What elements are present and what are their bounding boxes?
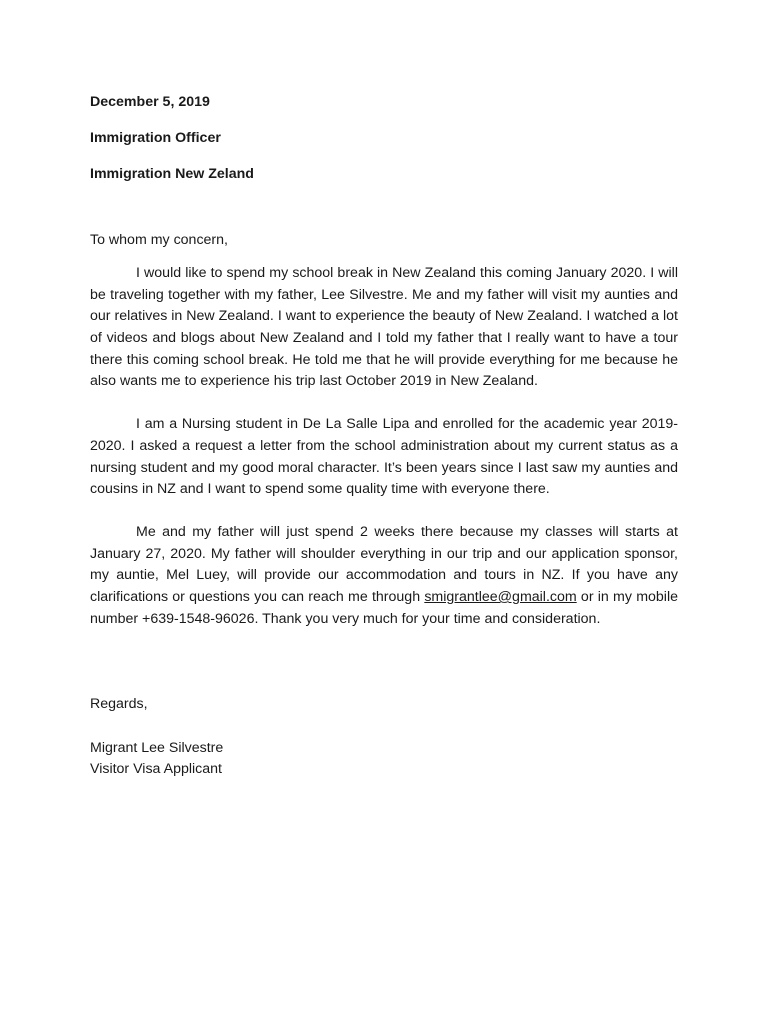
body-paragraph-3 (90, 522, 678, 630)
recipient-title: Immigration Officer (90, 129, 221, 146)
signer-title: Visitor Visa Applicant (90, 761, 222, 778)
paragraph-3-text-before-email: Me and my father will just spend 2 weeks there because my classes will starts at January 27, 2020. My father will shoulder everything in our trip and our application sponsor, my auntie, Mel Luey, will provide our accommodation and tours in NZ. If you have any clarifications or questions you can reach me through (90, 524, 678, 606)
closing: Regards, (90, 696, 148, 713)
paragraph-3-text-after-email: or in my mobile number +639-1548-96026. Thank you very much for your time and consideration. (90, 589, 678, 627)
recipient-organization: Immigration New Zeland (90, 165, 254, 182)
body-paragraph-2: I am a Nursing student in De La Salle Lipa and enrolled for the academic year 2019-2020. I asked a request a letter from the school administration about my current status as a nursing student and my good moral character. It’s been years since I last saw my aunties and cousins in NZ and I want to spend some quality time with everyone there. (90, 416, 678, 498)
letter-page (90, 92, 678, 781)
salutation: To whom my concern, (90, 231, 228, 248)
email-link[interactable]: smigrantlee@gmail.com (424, 589, 577, 606)
signer-name: Migrant Lee Silvestre (90, 739, 224, 756)
body-paragraph-1: I would like to spend my school break in New Zealand this coming January 2020. I will be traveling together with my father, Lee Silvestre. Me and my father will visit my aunties and our relatives in New Zealand. I want to experience the beauty of New Zealand. I watched a lot of videos and blogs about New Zealand and I told my father that I really want to have a tour there this coming school break. He told me that he will provide everything for me because he also wants me to experience his trip last October 2019 in New Zealand. (90, 265, 678, 390)
letter-date: December 5, 2019 (90, 94, 210, 110)
